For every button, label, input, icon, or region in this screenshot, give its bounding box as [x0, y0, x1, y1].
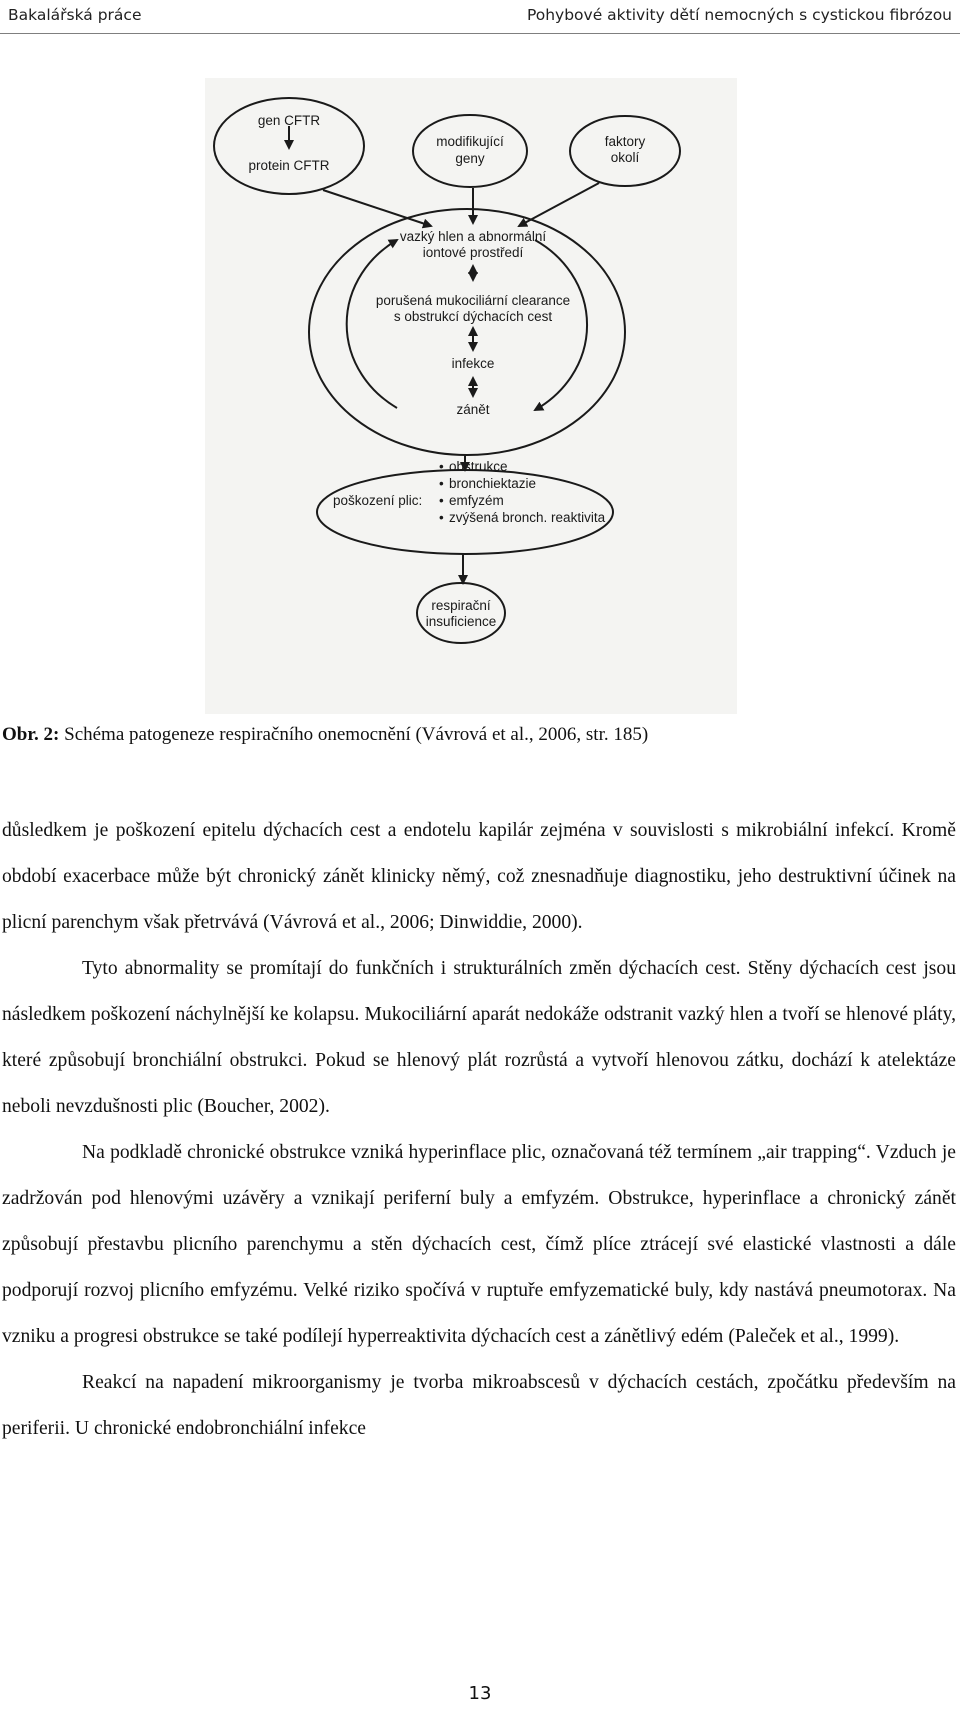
list-item-obstruction: obstrukce — [449, 459, 508, 474]
caption-label: Obr. 2: — [2, 724, 60, 745]
list-bullet: • — [439, 459, 444, 474]
paragraph: Tyto abnormality se promítají do funkčních i strukturálních změn dýchacích cest. Stěny dýchacích cest jsou následkem poškození náchylnější ke kolapsu. Mukociliární aparát nedokáže odstranit vazký hlen a tvoří se hlenové pláty, které způsobují bronchiální obstrukci. Pokud se hlenový plát rozrůstá a vytvoří hlenovou zátku, dochází k atelektáze neboli nevzdušnosti plic (Boucher, 2002). — [2, 958, 956, 1117]
list-bullet: • — [439, 476, 444, 491]
paragraph: Na podkladě chronické obstrukce vzniká hyperinflace plic, označovaná též termínem „air trapping“. Vzduch je zadržován pod hlenovými uzávěry a vznikají periferní buly a emfyzém. Obstrukce, hyperinflace a chronický zánět způsobují přestavbu plicního parenchymu a stěn dýchacích cest, čímž plíce ztrácejí své elastické vlastnosti a dále podporují rozvoj plicního emfyzému. Velké riziko spočívá v ruptuře emfyzematické buly, kdy nastává pneumotorax. Na vzniku a progresi obstrukce se také podílejí hyperreaktivita dýchacích cest a zánětlivý edém (Paleček et al., 1999). — [2, 1142, 956, 1347]
respiratory-insufficiency-oval — [417, 583, 505, 643]
label-respiratory-2: insuficience — [425, 614, 497, 629]
running-header — [0, 0, 960, 34]
label-lung-damage: poškození plic: — [333, 493, 423, 508]
list-item-emphysema: emfyzém — [449, 493, 504, 508]
arrow-gene-to-mucus — [323, 190, 431, 226]
label-respiratory-1: respirační — [431, 598, 491, 613]
label-clearance-1: porušená mukociliární clearance — [375, 293, 571, 308]
label-factors-1: faktory — [604, 134, 646, 149]
label-factors-2: okolí — [610, 150, 640, 165]
pathogenesis-diagram — [205, 78, 737, 714]
page-number: 13 — [468, 1683, 492, 1704]
header-right-title: Pohybové aktivity dětí nemocných s cystickou fibrózou — [526, 6, 952, 24]
label-gene: gen CFTR — [257, 113, 321, 128]
caption-text: Schéma patogeneze respiračního onemocnění (Vávrová et al., 2006, str. 185) — [64, 724, 649, 745]
label-modifier-1: modifikující — [436, 134, 504, 149]
label-mucus-1: vazký hlen a abnormální — [399, 229, 547, 244]
list-item-reactivity: zvýšená bronch. reaktivita — [449, 510, 606, 525]
inner-cycle-right-arc — [535, 240, 587, 410]
label-inflammation: zánět — [456, 402, 490, 417]
label-modifier-2: geny — [455, 151, 485, 166]
label-protein: protein CFTR — [248, 158, 330, 173]
header-left-title: Bakalářská práce — [8, 6, 142, 24]
list-bullet: • — [439, 493, 444, 508]
paragraph: důsledkem je poškození epitelu dýchacích cest a endotelu kapilár zejména v souvislosti s mikrobiální infekcí. Kromě období exacerbace může být chronický zánět klinicky němý, což znesnadňuje diagnostiku, jeho destruktivní účinek na plicní parenchym však přetrvává (Vávrová et al., 2006; Dinwiddie, 2000). — [2, 820, 956, 933]
label-clearance-2: s obstrukcí dýchacích cest — [393, 309, 553, 324]
list-bullet: • — [439, 510, 444, 525]
paragraph: Reakcí na napadení mikroorganismy je tvorba mikroabscesů v dýchacích cestách, zpočátku především na periferii. U chronické endobronchiální infekce — [2, 1372, 956, 1439]
diagram-svg — [205, 78, 737, 714]
label-infection: infekce — [451, 356, 495, 371]
figure-caption — [2, 724, 952, 746]
arrow-factors-to-mucus — [519, 183, 599, 226]
body-text — [2, 808, 956, 1452]
inner-cycle-left-arc — [347, 240, 397, 408]
label-mucus-2: iontové prostředí — [422, 245, 524, 260]
list-item-bronchiectasis: bronchiektazie — [449, 476, 537, 491]
